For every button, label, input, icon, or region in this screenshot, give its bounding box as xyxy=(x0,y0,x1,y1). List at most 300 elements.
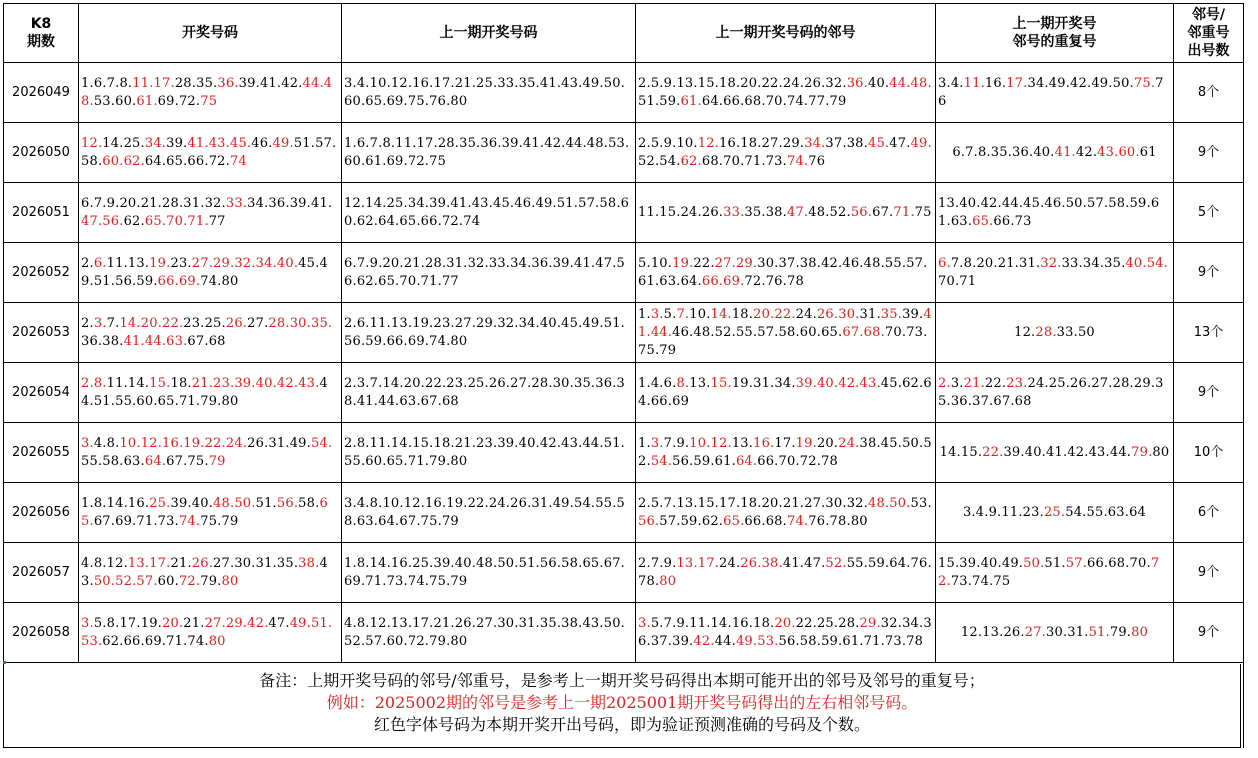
number: 65. xyxy=(582,555,604,571)
number: 13. xyxy=(676,75,698,91)
prev-draw-cell[interactable] xyxy=(342,423,636,483)
number: 53. xyxy=(757,633,779,649)
number: 59. xyxy=(693,453,715,469)
number: 75 xyxy=(200,93,218,109)
prev-neighbors-cell[interactable] xyxy=(636,423,936,483)
number: 80 xyxy=(850,513,868,529)
number: 13. xyxy=(938,195,960,211)
number: 1. xyxy=(81,495,94,511)
number: 50. xyxy=(234,495,256,511)
number: 16. xyxy=(127,495,150,511)
number: 75. xyxy=(638,342,660,358)
number: 54. xyxy=(659,153,681,169)
number: 41. xyxy=(522,135,545,151)
prev-neighbors-cell[interactable] xyxy=(636,363,936,423)
number: 59. xyxy=(821,633,843,649)
number: 65. xyxy=(81,495,328,529)
number: 72. xyxy=(441,213,464,229)
number: 14. xyxy=(365,195,387,211)
number: 19. xyxy=(140,615,162,631)
number: 28. xyxy=(1035,324,1057,340)
number: 71. xyxy=(863,633,885,649)
number: 14. xyxy=(369,555,391,571)
prev-neighbors-cell[interactable] xyxy=(636,543,936,603)
number: 68. xyxy=(701,153,724,169)
prev-neighbors-cell[interactable] xyxy=(636,183,936,243)
number: 30. xyxy=(552,375,574,391)
number: 36. xyxy=(268,195,290,211)
number: 12. xyxy=(344,195,366,211)
header-count: 邻号/ 邻重号 出号数 xyxy=(1174,4,1244,63)
number: 72. xyxy=(407,153,430,169)
draw-cell[interactable] xyxy=(79,303,342,363)
number: 41. xyxy=(539,75,562,91)
number: 78 xyxy=(786,273,804,289)
number: 8. xyxy=(963,255,977,271)
number: 43. xyxy=(1088,444,1110,460)
number: 52. xyxy=(115,573,137,589)
count-cell[interactable]: 13个 xyxy=(1174,303,1244,363)
number: 18. xyxy=(731,306,754,322)
number: 42. xyxy=(276,375,299,391)
period-cell[interactable]: 2026058 xyxy=(4,603,79,663)
number: 7. xyxy=(106,315,120,331)
number: 18. xyxy=(719,75,741,91)
number: 40. xyxy=(1125,255,1147,271)
number: 31. xyxy=(255,555,277,571)
prev-repeats-cell[interactable] xyxy=(936,543,1174,603)
number: 52. xyxy=(344,633,366,649)
number: 45. xyxy=(867,135,890,151)
number: 60. xyxy=(102,153,124,169)
period-cell[interactable]: 2026055 xyxy=(4,423,79,483)
number: 33. xyxy=(225,195,248,211)
number: 4. xyxy=(81,555,94,571)
number: 48. xyxy=(910,75,932,91)
number: 51. xyxy=(638,93,660,109)
number: 38. xyxy=(799,255,822,271)
number: 40. xyxy=(255,375,277,391)
prev-repeats-cell[interactable] xyxy=(936,603,1174,663)
prev-draw-cell[interactable] xyxy=(342,363,636,423)
number: 52. xyxy=(638,435,932,469)
prev-neighbors-cell[interactable] xyxy=(636,303,936,363)
number: 55. xyxy=(735,324,758,340)
number: 74. xyxy=(786,153,809,169)
period-cell[interactable]: 2026049 xyxy=(4,63,79,123)
number: 6. xyxy=(356,315,370,331)
number: 60. xyxy=(115,93,137,109)
number: 35. xyxy=(459,135,481,151)
number: 34. xyxy=(518,315,540,331)
number: 79 xyxy=(208,453,226,469)
number: 22. xyxy=(425,375,447,391)
prev-draw-cell[interactable] xyxy=(342,603,636,663)
number: 65. xyxy=(821,324,843,340)
number: 35. xyxy=(518,75,540,91)
number: 67. xyxy=(842,324,864,340)
number: 39. xyxy=(552,255,574,271)
number: 55. xyxy=(115,393,137,409)
number: 38. xyxy=(761,555,783,571)
number: 46. xyxy=(1044,195,1066,211)
number: 14. xyxy=(710,615,732,631)
number: 57. xyxy=(365,633,387,649)
number: 55. xyxy=(1086,504,1108,520)
number: 13. xyxy=(676,555,698,571)
number: 10. xyxy=(689,306,711,322)
number: 6. xyxy=(81,195,94,211)
number: 27. xyxy=(454,315,477,331)
number: 11. xyxy=(963,75,985,91)
number: 27. xyxy=(204,615,226,631)
period-cell[interactable]: 2026053 xyxy=(4,303,79,363)
prev-neighbors-cell[interactable] xyxy=(636,483,936,543)
draw-cell[interactable] xyxy=(79,183,342,243)
number: 26. xyxy=(191,555,214,571)
number: 48. xyxy=(213,495,235,511)
prev-draw-cell[interactable] xyxy=(342,183,636,243)
number: 33. xyxy=(1061,255,1083,271)
number: 74. xyxy=(786,513,809,529)
number: 71. xyxy=(407,453,430,469)
number: 74 xyxy=(463,213,481,229)
period-cell[interactable]: 2026057 xyxy=(4,543,79,603)
number: 5. xyxy=(650,615,664,631)
number: 27. xyxy=(476,615,498,631)
number: 40. xyxy=(1033,144,1055,160)
number: 29. xyxy=(735,255,758,271)
number: 40. xyxy=(454,555,477,571)
count-cell[interactable]: 9个 xyxy=(1174,603,1244,663)
draw-cell[interactable] xyxy=(79,543,342,603)
period-cell[interactable]: 2026054 xyxy=(4,363,79,423)
number: 40. xyxy=(959,195,981,211)
number: 9. xyxy=(369,255,383,271)
number: 35. xyxy=(938,375,1164,409)
number: 26. xyxy=(247,435,269,451)
number: 8. xyxy=(356,435,370,451)
number: 20. xyxy=(761,495,783,511)
number: 53. xyxy=(910,495,932,511)
prev-draw-cell[interactable] xyxy=(342,63,636,123)
number: 62. xyxy=(680,153,702,169)
number: 63. xyxy=(659,273,681,289)
number: 69. xyxy=(386,93,408,109)
number: 1. xyxy=(344,555,357,571)
number: 78 xyxy=(906,633,924,649)
number: 31. xyxy=(1019,255,1041,271)
number: 13. xyxy=(390,315,413,331)
prev-repeats-cell[interactable] xyxy=(936,183,1174,243)
prev-draw-cell[interactable] xyxy=(342,243,636,303)
number: 63. xyxy=(950,213,973,229)
number: 21. xyxy=(433,615,455,631)
number: 18. xyxy=(433,435,455,451)
number: 8. xyxy=(977,144,991,160)
number: 74 xyxy=(229,153,247,169)
number: 14. xyxy=(102,135,124,151)
number: 9. xyxy=(663,555,677,571)
number: 65. xyxy=(723,513,745,529)
number: 64 xyxy=(1129,504,1147,520)
number: 8. xyxy=(106,435,120,451)
number: 23. xyxy=(1022,504,1044,520)
number: 68. xyxy=(863,324,885,340)
prev-neighbors-cell[interactable] xyxy=(636,603,936,663)
number: 68. xyxy=(744,93,766,109)
header-period: K8 期数 xyxy=(4,4,79,63)
number: 1. xyxy=(81,75,94,91)
number: 41. xyxy=(356,393,379,409)
number: 36. xyxy=(531,255,553,271)
table-row xyxy=(4,303,1244,363)
count-cell[interactable]: 9个 xyxy=(1174,363,1244,423)
number: 56. xyxy=(276,495,299,511)
number: 46. xyxy=(251,135,273,151)
number: 75 xyxy=(993,573,1011,589)
number: 7. xyxy=(676,306,690,322)
number: 49. xyxy=(582,75,604,91)
draw-cell[interactable] xyxy=(79,363,342,423)
number: 3. xyxy=(356,375,370,391)
prev-repeats-cell[interactable] xyxy=(936,303,1174,363)
number: 40. xyxy=(867,75,890,91)
draw-cell[interactable] xyxy=(79,423,342,483)
count-cell[interactable]: 9个 xyxy=(1174,243,1244,303)
number: 51. xyxy=(603,315,625,331)
number: 42. xyxy=(281,75,303,91)
prev-draw-cell[interactable] xyxy=(342,543,636,603)
table-row xyxy=(4,543,1244,603)
number: 3. xyxy=(638,615,651,631)
number: 55. xyxy=(846,555,868,571)
number: 4. xyxy=(344,615,357,631)
number: 49. xyxy=(1001,555,1024,571)
number: 41. xyxy=(782,555,805,571)
number: 3. xyxy=(81,615,94,631)
number: 23. xyxy=(213,375,235,391)
number: 78. xyxy=(829,513,851,529)
number: 75. xyxy=(420,513,442,529)
number: 19. xyxy=(795,435,817,451)
prev-neighbors-cell[interactable] xyxy=(636,243,936,303)
number: 34. xyxy=(255,255,277,271)
header-prev-draw: 上一期开奖号码 xyxy=(342,4,636,63)
number: 13. xyxy=(731,435,754,451)
number: 65. xyxy=(386,453,408,469)
prev-draw-cell[interactable] xyxy=(342,123,636,183)
number: 46. xyxy=(672,324,694,340)
number: 1. xyxy=(638,306,651,322)
draw-cell[interactable] xyxy=(79,243,342,303)
count-cell[interactable]: 6个 xyxy=(1174,483,1244,543)
table-row xyxy=(4,183,1244,243)
number: 42. xyxy=(821,255,843,271)
prev-repeats-cell[interactable] xyxy=(936,363,1174,423)
number: 20. xyxy=(162,615,184,631)
number: 19. xyxy=(446,495,468,511)
number: 31. xyxy=(518,615,540,631)
prev-draw-cell[interactable] xyxy=(342,483,636,543)
number: 15. xyxy=(710,375,732,391)
period-cell[interactable]: 2026056 xyxy=(4,483,79,543)
count-cell[interactable]: 5个 xyxy=(1174,183,1244,243)
prev-neighbors-cell[interactable] xyxy=(636,123,936,183)
number: 72. xyxy=(208,153,230,169)
number: 30. xyxy=(497,615,519,631)
prev-neighbors-cell[interactable] xyxy=(636,63,936,123)
number: 64. xyxy=(144,453,167,469)
count-cell[interactable]: 9个 xyxy=(1174,123,1244,183)
number: 43. xyxy=(582,615,604,631)
number: 19. xyxy=(149,255,171,271)
number: 45. xyxy=(492,195,515,211)
number: 52. xyxy=(825,555,847,571)
number: 60. xyxy=(344,93,366,109)
number: 13. xyxy=(390,615,413,631)
count-cell[interactable]: 8个 xyxy=(1174,63,1244,123)
number: 61. xyxy=(842,633,864,649)
number: 33. xyxy=(488,255,511,271)
number: 7. xyxy=(663,435,677,451)
period-cell[interactable]: 2026051 xyxy=(4,183,79,243)
number: 63. xyxy=(123,453,145,469)
number: 41. xyxy=(1046,444,1068,460)
number: 44. xyxy=(144,333,167,349)
number: 13. xyxy=(689,375,711,391)
number: 70. xyxy=(723,153,745,169)
number: 80 xyxy=(450,453,468,469)
number: 65. xyxy=(972,213,994,229)
number: 16. xyxy=(731,615,754,631)
table-row xyxy=(4,363,1244,423)
prev-repeats-cell[interactable] xyxy=(936,63,1174,123)
number: 58. xyxy=(561,555,583,571)
number: 49. xyxy=(910,135,932,151)
number: 21. xyxy=(454,435,477,451)
number: 22. xyxy=(984,375,1007,391)
draw-cell[interactable] xyxy=(79,123,342,183)
number: 3. xyxy=(344,75,357,91)
number: 8. xyxy=(93,375,107,391)
number: 24. xyxy=(838,435,860,451)
number: 57. xyxy=(315,135,337,151)
number: 80 xyxy=(221,573,239,589)
number: 46. xyxy=(842,255,864,271)
count-cell[interactable]: 10个 xyxy=(1174,423,1244,483)
draw-cell[interactable] xyxy=(79,603,342,663)
number: 16. xyxy=(425,495,447,511)
number: 71. xyxy=(365,573,387,589)
number: 26. xyxy=(454,615,477,631)
number: 10. xyxy=(676,135,698,151)
number: 67. xyxy=(93,513,116,529)
number: 26. xyxy=(701,204,724,220)
prev-repeats-cell[interactable] xyxy=(936,423,1174,483)
number: 21. xyxy=(454,75,477,91)
number: 45. xyxy=(298,255,320,271)
prev-draw-cell[interactable] xyxy=(342,303,636,363)
number: 64. xyxy=(701,93,724,109)
number: 35. xyxy=(539,615,562,631)
number: 64. xyxy=(378,513,400,529)
number: 4. xyxy=(93,435,107,451)
number: 41. xyxy=(123,333,145,349)
number: 69. xyxy=(178,273,201,289)
period-cell[interactable]: 2026052 xyxy=(4,243,79,303)
number: 71. xyxy=(136,513,158,529)
draw-cell[interactable] xyxy=(79,483,342,543)
number: 31. xyxy=(183,195,205,211)
number: 80 xyxy=(1152,444,1170,460)
number: 58. xyxy=(799,633,822,649)
number: 33. xyxy=(723,204,745,220)
number: 6. xyxy=(938,255,951,271)
number: 67. xyxy=(872,204,894,220)
number: 51. xyxy=(93,393,116,409)
number: 57. xyxy=(757,324,779,340)
number: 3. xyxy=(650,435,664,451)
number: 28. xyxy=(174,75,197,91)
number: 74. xyxy=(187,633,209,649)
number: 29. xyxy=(213,255,235,271)
number: 17. xyxy=(774,435,796,451)
number: 57. xyxy=(1086,195,1109,211)
number: 9. xyxy=(988,504,1002,520)
number: 14. xyxy=(127,375,150,391)
count-cell[interactable]: 9个 xyxy=(1174,543,1244,603)
draw-cell[interactable] xyxy=(79,63,342,123)
number: 31. xyxy=(753,375,775,391)
number: 42. xyxy=(539,435,562,451)
number: 65. xyxy=(166,153,188,169)
number: 24. xyxy=(795,306,817,322)
number: 32. xyxy=(1040,255,1062,271)
number: 27. xyxy=(714,255,736,271)
prev-repeats-cell[interactable] xyxy=(936,483,1174,543)
number: 70. xyxy=(399,273,421,289)
number: 19. xyxy=(731,375,754,391)
number: 28. xyxy=(531,375,553,391)
prev-repeats-cell[interactable] xyxy=(936,123,1174,183)
number: 24. xyxy=(782,75,805,91)
number: 55. xyxy=(884,255,907,271)
number: 48. xyxy=(476,555,498,571)
number: 61. xyxy=(365,153,387,169)
number: 69. xyxy=(157,93,179,109)
number: 5. xyxy=(663,306,677,322)
number: 30. xyxy=(289,315,311,331)
number: 31. xyxy=(859,306,881,322)
number: 27. xyxy=(761,135,783,151)
number: 60. xyxy=(365,453,387,469)
period-cell[interactable]: 2026050 xyxy=(4,123,79,183)
number: 6. xyxy=(663,375,677,391)
number: 80 xyxy=(1131,624,1149,640)
number: 47. xyxy=(81,213,103,229)
number: 44. xyxy=(889,75,911,91)
number: 48. xyxy=(81,75,333,109)
number: 8. xyxy=(369,495,383,511)
number: 70. xyxy=(884,324,907,340)
number: 22. xyxy=(204,435,226,451)
number: 78. xyxy=(638,573,660,589)
number: 20. xyxy=(119,195,141,211)
number: 65. xyxy=(399,213,421,229)
prev-repeats-cell[interactable] xyxy=(936,243,1174,303)
number: 39. xyxy=(902,306,924,322)
